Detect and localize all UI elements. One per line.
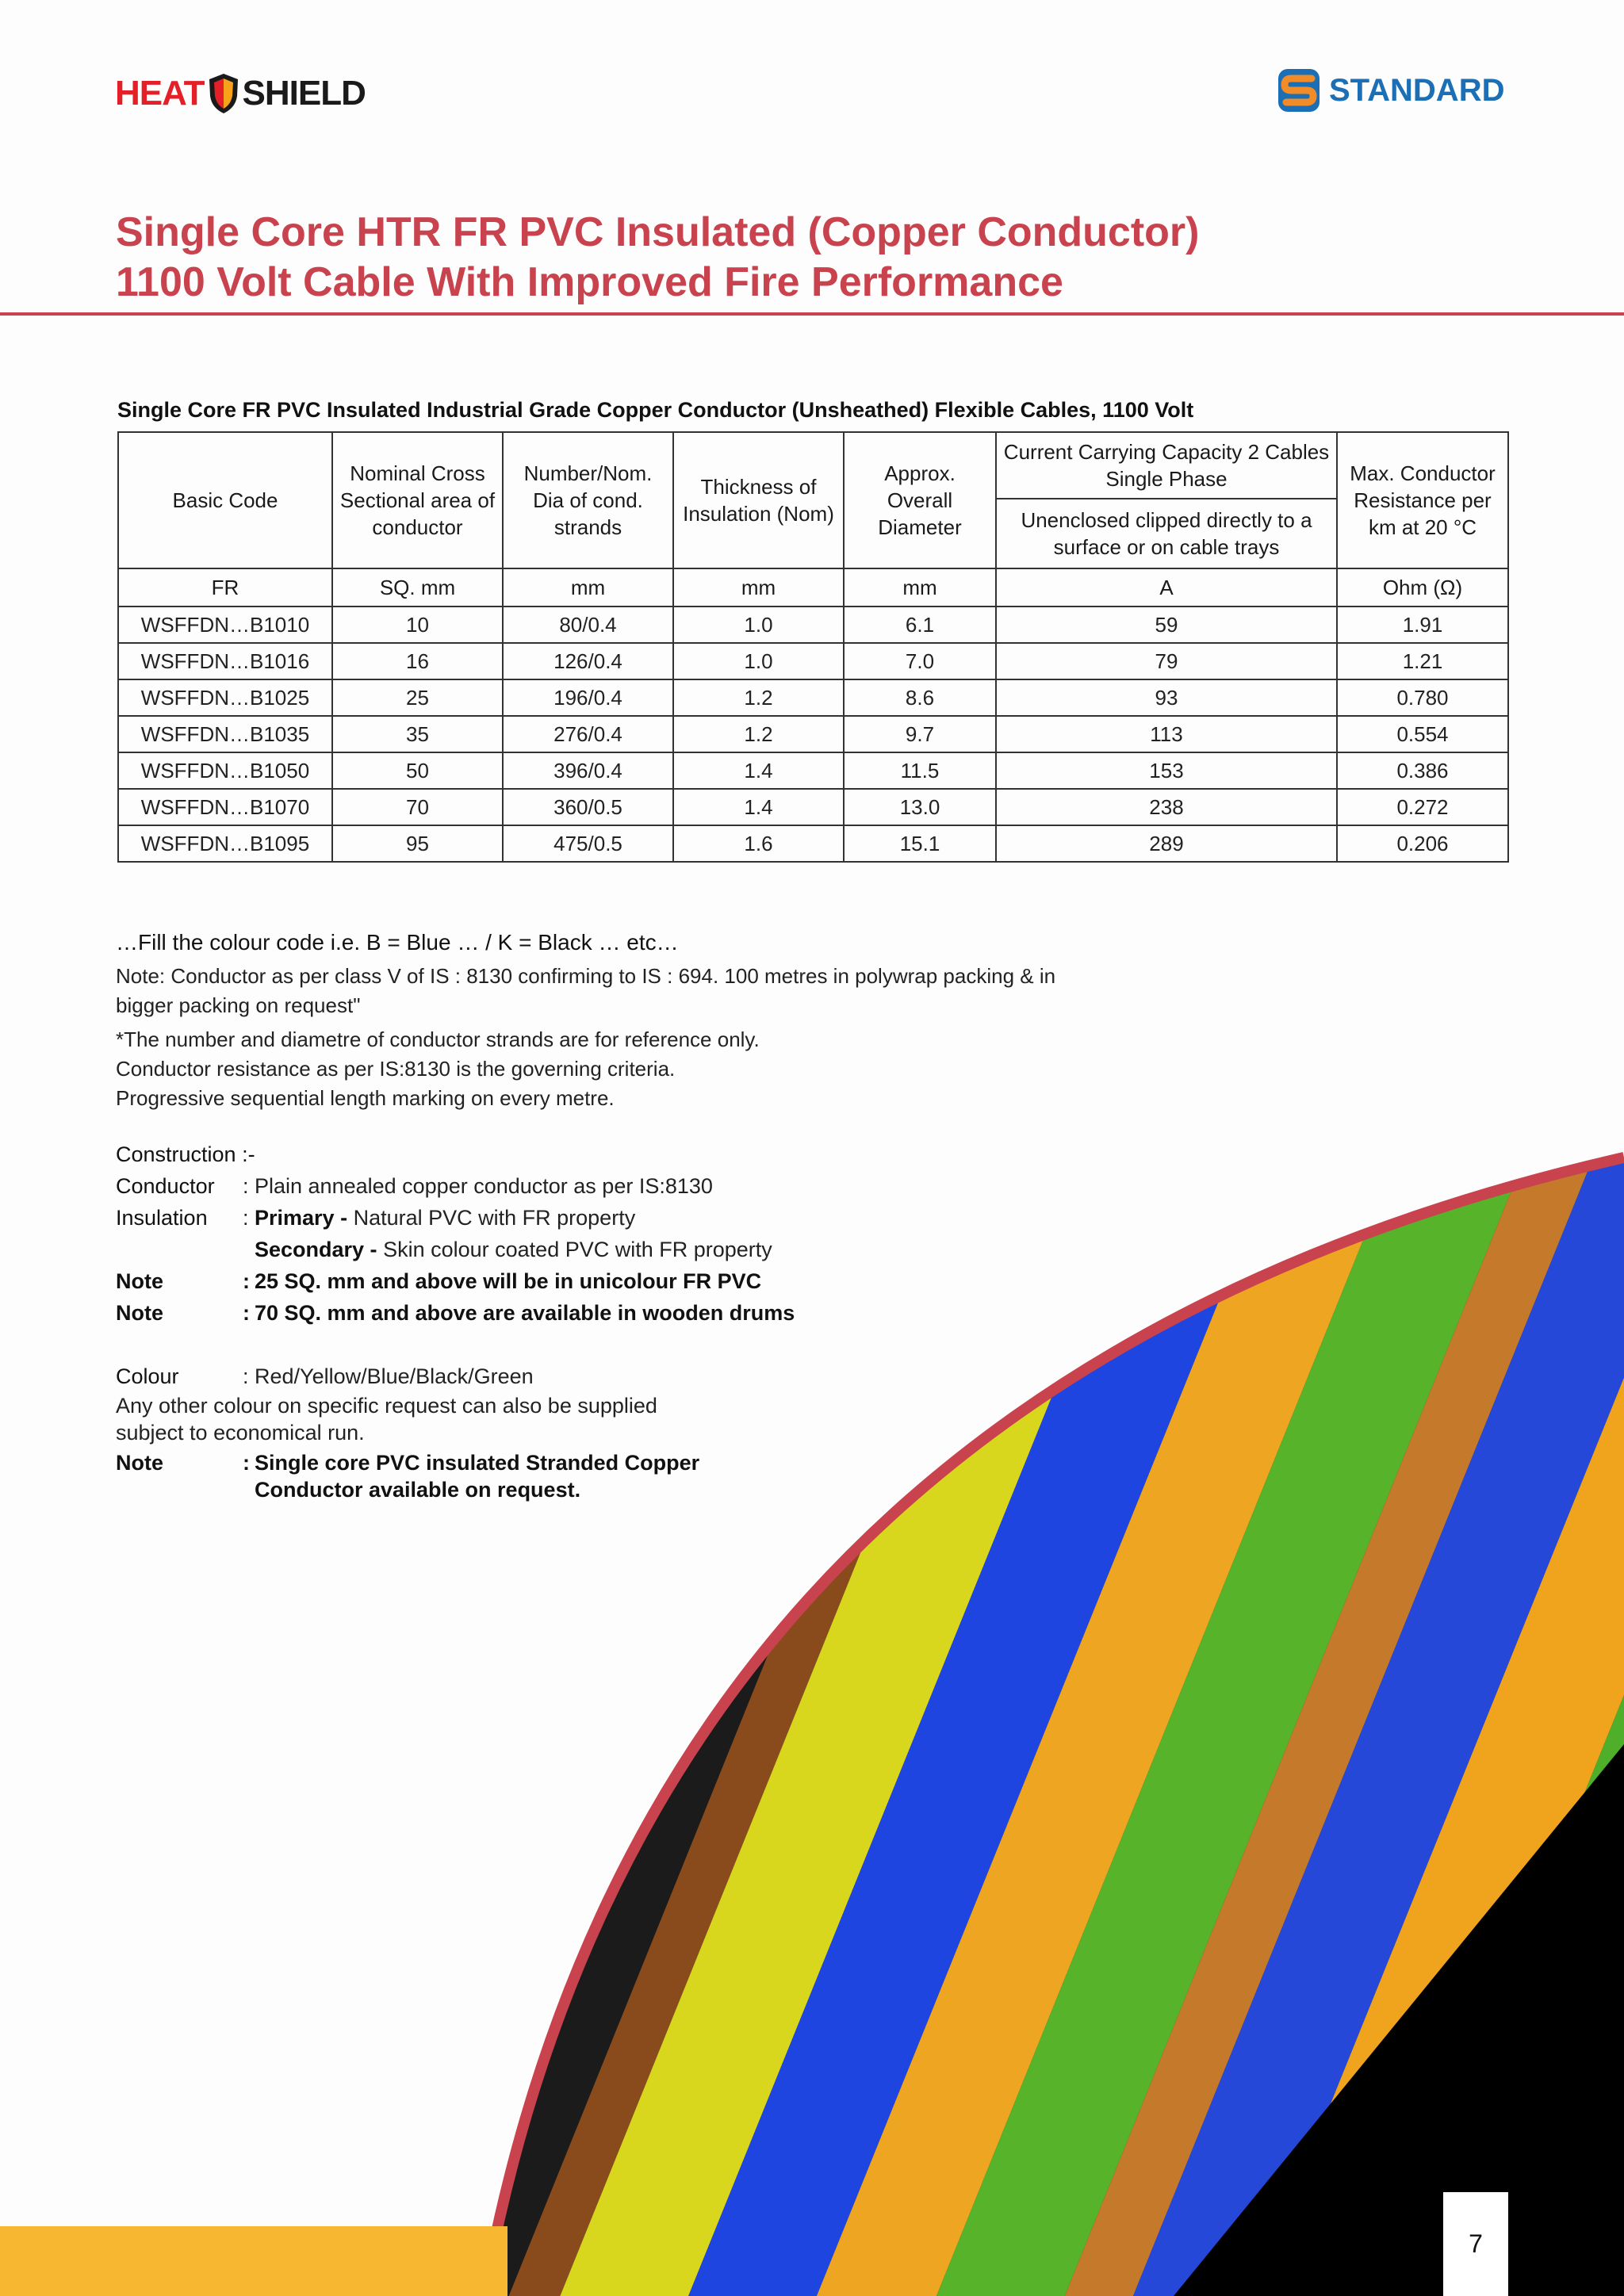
colon: : [243, 1364, 249, 1388]
note-label: Note [116, 1269, 163, 1293]
cell-cross-section: 35 [332, 716, 503, 752]
colour-value: Red/Yellow/Blue/Black/Green [255, 1364, 534, 1388]
primary-label: Primary - [255, 1206, 348, 1230]
unit-cell: Ohm (Ω) [1337, 568, 1508, 607]
cell-strands: 475/0.5 [503, 825, 673, 862]
construction-section [116, 1138, 909, 1503]
table-row [118, 752, 1508, 789]
table-row [118, 825, 1508, 862]
cell-current: 289 [996, 825, 1337, 862]
header-current-sub: Unenclosed clipped directly to a surface or on cable trays [996, 499, 1337, 568]
fill-colour-note: …Fill the colour code i.e. B = Blue … / K = Black … etc… [116, 930, 679, 955]
table-row [118, 716, 1508, 752]
cell-current: 79 [996, 643, 1337, 679]
marking-note: Progressive sequential length marking on every metre. [116, 1086, 615, 1110]
insulation-label: Insulation [116, 1206, 208, 1230]
colon: : [243, 1269, 250, 1293]
cell-basic-code: WSFFDN…B1025 [118, 679, 332, 716]
cell-cross-section: 25 [332, 679, 503, 716]
cell-current: 113 [996, 716, 1337, 752]
cell-resistance: 1.21 [1337, 643, 1508, 679]
cable-spec-table [117, 431, 1509, 863]
colon: : [243, 1206, 249, 1230]
title-line-2: 1100 Volt Cable With Improved Fire Performance [116, 259, 1063, 305]
note-label: Note [116, 1301, 163, 1325]
secondary-label: Secondary - [255, 1238, 377, 1261]
note-row-3 [116, 1449, 909, 1503]
cell-diameter: 13.0 [844, 789, 996, 825]
table-caption: Single Core FR PVC Insulated Industrial Grade Copper Conductor (Unsheathed) Flexible Cables, 1100 Volt [117, 398, 1194, 422]
cell-current: 153 [996, 752, 1337, 789]
cell-resistance: 0.780 [1337, 679, 1508, 716]
colon: : [243, 1301, 250, 1325]
table-row [118, 679, 1508, 716]
cell-current: 93 [996, 679, 1337, 716]
footer-yellow-band [0, 2226, 508, 2296]
primary-value: Natural PVC with FR property [353, 1206, 636, 1230]
strands-note: *The number and diametre of conductor strands are for reference only. [116, 1027, 760, 1051]
cell-cross-section: 70 [332, 789, 503, 825]
standard-logo-text: STANDARD [1329, 72, 1505, 108]
cell-strands: 360/0.5 [503, 789, 673, 825]
conductor-note-line-2: bigger packing on request" [116, 993, 361, 1017]
cell-basic-code: WSFFDN…B1095 [118, 825, 332, 862]
header-thickness: Thickness of Insulation (Nom) [673, 432, 844, 568]
header-cross-section: Nominal Cross Sectional area of conductor [332, 432, 503, 568]
cell-thickness: 1.0 [673, 643, 844, 679]
header-strands: Number/Nom. Dia of cond. strands [503, 432, 673, 568]
cell-basic-code: WSFFDN…B1016 [118, 643, 332, 679]
cell-strands: 196/0.4 [503, 679, 673, 716]
colour-label: Colour [116, 1364, 179, 1388]
cell-diameter: 15.1 [844, 825, 996, 862]
cell-resistance: 0.272 [1337, 789, 1508, 825]
cell-strands: 396/0.4 [503, 752, 673, 789]
cell-resistance: 1.91 [1337, 607, 1508, 643]
cell-thickness: 1.0 [673, 607, 844, 643]
cell-resistance: 0.386 [1337, 752, 1508, 789]
page-number: 7 [1443, 2192, 1508, 2296]
table-row [118, 607, 1508, 643]
cell-basic-code: WSFFDN…B1070 [118, 789, 332, 825]
cell-strands: 126/0.4 [503, 643, 673, 679]
note-row-2 [116, 1297, 909, 1329]
logo-shield-text: SHIELD [242, 74, 366, 113]
cell-cross-section: 50 [332, 752, 503, 789]
cell-current: 59 [996, 607, 1337, 643]
unit-cell: mm [503, 568, 673, 607]
unit-cell: A [996, 568, 1337, 607]
insulation-row [116, 1202, 909, 1265]
colon: : [243, 1451, 250, 1475]
note-stranded-line-1: Single core PVC insulated Stranded Copper [255, 1451, 700, 1475]
cell-strands: 80/0.4 [503, 607, 673, 643]
cell-basic-code: WSFFDN…B1035 [118, 716, 332, 752]
header-resistance: Max. Conductor Resistance per km at 20 °C [1337, 432, 1508, 568]
table-row [118, 643, 1508, 679]
colour-row [116, 1360, 909, 1392]
units-row [118, 568, 1508, 607]
cell-basic-code: WSFFDN…B1010 [118, 607, 332, 643]
table-row [118, 789, 1508, 825]
conductor-row [116, 1170, 909, 1202]
cell-thickness: 1.2 [673, 679, 844, 716]
cell-thickness: 1.4 [673, 789, 844, 825]
logo-heat-text: HEAT [115, 74, 205, 113]
cell-basic-code: WSFFDN…B1050 [118, 752, 332, 789]
colour-extra-line-2: subject to economical run. [116, 1421, 365, 1445]
cell-diameter: 7.0 [844, 643, 996, 679]
header-basic-code: Basic Code [118, 432, 332, 568]
conductor-value: Plain annealed copper conductor as per IS:8130 [255, 1174, 713, 1198]
unit-cell: SQ. mm [332, 568, 503, 607]
unit-cell: mm [673, 568, 844, 607]
note-label: Note [116, 1451, 163, 1475]
cell-thickness: 1.2 [673, 716, 844, 752]
cell-current: 238 [996, 789, 1337, 825]
colon: : [243, 1174, 249, 1198]
note-wooden-drums: 70 SQ. mm and above are available in wooden drums [255, 1301, 795, 1325]
note-unicolour: 25 SQ. mm and above will be in unicolour FR PVC [255, 1269, 762, 1293]
cell-cross-section: 16 [332, 643, 503, 679]
construction-heading: Construction :- [116, 1142, 255, 1166]
title-line-1: Single Core HTR FR PVC Insulated (Copper Conductor) [116, 209, 1200, 255]
conductor-note-line-1: Note: Conductor as per class V of IS : 8130 confirming to IS : 694. 100 metres in polywrap packing & in [116, 964, 1056, 988]
cell-cross-section: 95 [332, 825, 503, 862]
unit-cell: FR [118, 568, 332, 607]
notes-section [116, 928, 1147, 1113]
cell-diameter: 9.7 [844, 716, 996, 752]
resistance-note: Conductor resistance as per IS:8130 is the governing criteria. [116, 1057, 676, 1081]
cell-diameter: 11.5 [844, 752, 996, 789]
colour-extra-line-1: Any other colour on specific request can also be supplied [116, 1394, 657, 1418]
cell-resistance: 0.554 [1337, 716, 1508, 752]
header-current-group: Current Carrying Capacity 2 Cables Single Phase [996, 432, 1337, 499]
cell-thickness: 1.6 [673, 825, 844, 862]
header-diameter: Approx. Overall Diameter [844, 432, 996, 568]
cell-strands: 276/0.4 [503, 716, 673, 752]
unit-cell: mm [844, 568, 996, 607]
cell-thickness: 1.4 [673, 752, 844, 789]
cell-cross-section: 10 [332, 607, 503, 643]
note-row-1 [116, 1265, 909, 1297]
cell-diameter: 6.1 [844, 607, 996, 643]
cell-resistance: 0.206 [1337, 825, 1508, 862]
secondary-value: Skin colour coated PVC with FR property [383, 1238, 772, 1261]
cell-diameter: 8.6 [844, 679, 996, 716]
conductor-label: Conductor [116, 1174, 215, 1198]
note-stranded-line-2: Conductor available on request. [255, 1478, 581, 1502]
